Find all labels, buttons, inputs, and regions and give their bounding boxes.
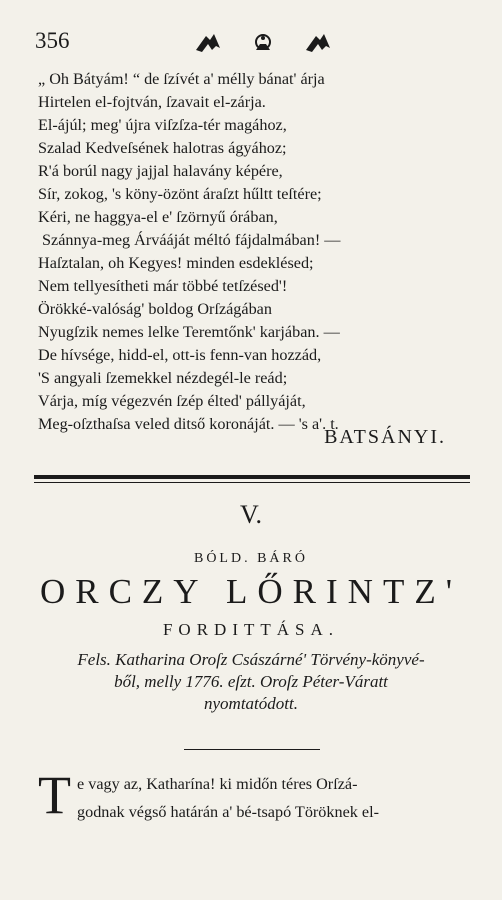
- poem-author: BATSÁNYI.: [324, 426, 446, 448]
- section-divider-thick: [34, 475, 470, 479]
- poem-line: Sír, zokog, 's köny-özönt áraſzt hűltt teſtére;: [38, 185, 322, 203]
- section-prefix: BÓLD. BÁRÓ: [193, 551, 308, 566]
- section-description: [0, 649, 502, 715]
- description-line: nyomtatódott.: [204, 694, 298, 713]
- poem-line: Kéri, ne haggya-el e' ſzörnyű órában,: [38, 208, 278, 226]
- poem: [38, 68, 478, 436]
- short-divider: [184, 749, 320, 750]
- poem-line: R'á borúl nagy jajjal halavány képére,: [38, 162, 283, 180]
- poem-line: Haſztalan, oh Kegyes! minden esdeklésed;: [38, 254, 314, 272]
- prose-line: godnak végső határán a' bé-tsapó Töröknek el-: [77, 803, 379, 821]
- prose-line: e vagy az, Katharína! ki midőn téres Orſzá-: [77, 775, 358, 793]
- drop-cap: T: [38, 765, 71, 825]
- prose-paragraph: [38, 765, 478, 826]
- section-subtitle: FORDITTÁSA.: [162, 620, 340, 639]
- poem-line: „ Oh Bátyám! “ de ſzívét a' mélly bánat' árja: [38, 70, 325, 88]
- poem-line: El-ájúl; meg' újra viſzſza-tér magához,: [38, 116, 287, 134]
- poem-line: Szalad Kedveſsének halotras ágyához;: [38, 139, 287, 157]
- section-divider-thin: [34, 482, 470, 483]
- poem-line: De hívsége, hidd-el, ott-is fenn-van hozzád,: [38, 346, 322, 364]
- section-number: V.: [240, 500, 262, 529]
- poem-line: 'S angyali ſzemekkel nézdegél-le reád;: [38, 369, 288, 387]
- header-ornament: [188, 30, 338, 54]
- poem-line: Meg-oſzthaſsa veled ditső koronáját. — 's a'. t.: [38, 415, 339, 433]
- description-line: Fels. Katharina Oroſz Császárné' Törvény-könyvé-: [77, 650, 425, 669]
- section-title: ORCZY LŐRINTZ': [39, 572, 463, 611]
- poem-line: Várja, míg végezvén ſzép élted' pállyáját,: [38, 392, 306, 410]
- page-number: 356: [35, 28, 70, 53]
- poem-line: Örökké-valóság' boldog Orſzágában: [38, 300, 272, 318]
- poem-line: Hirtelen el-fojtván, ſzavait el-zárja.: [38, 93, 266, 111]
- description-line: ből, melly 1776. eſzt. Oroſz Péter-Váratt: [114, 672, 388, 691]
- poem-line: Szánnya-meg Árvááját méltó fájdalmában! —: [42, 231, 341, 249]
- poem-line: Nyugſzik nemes lelke Teremtőnk' karjában. —: [38, 323, 340, 341]
- poem-line: Nem tellyesítheti már többé tetſzésed'!: [38, 277, 288, 295]
